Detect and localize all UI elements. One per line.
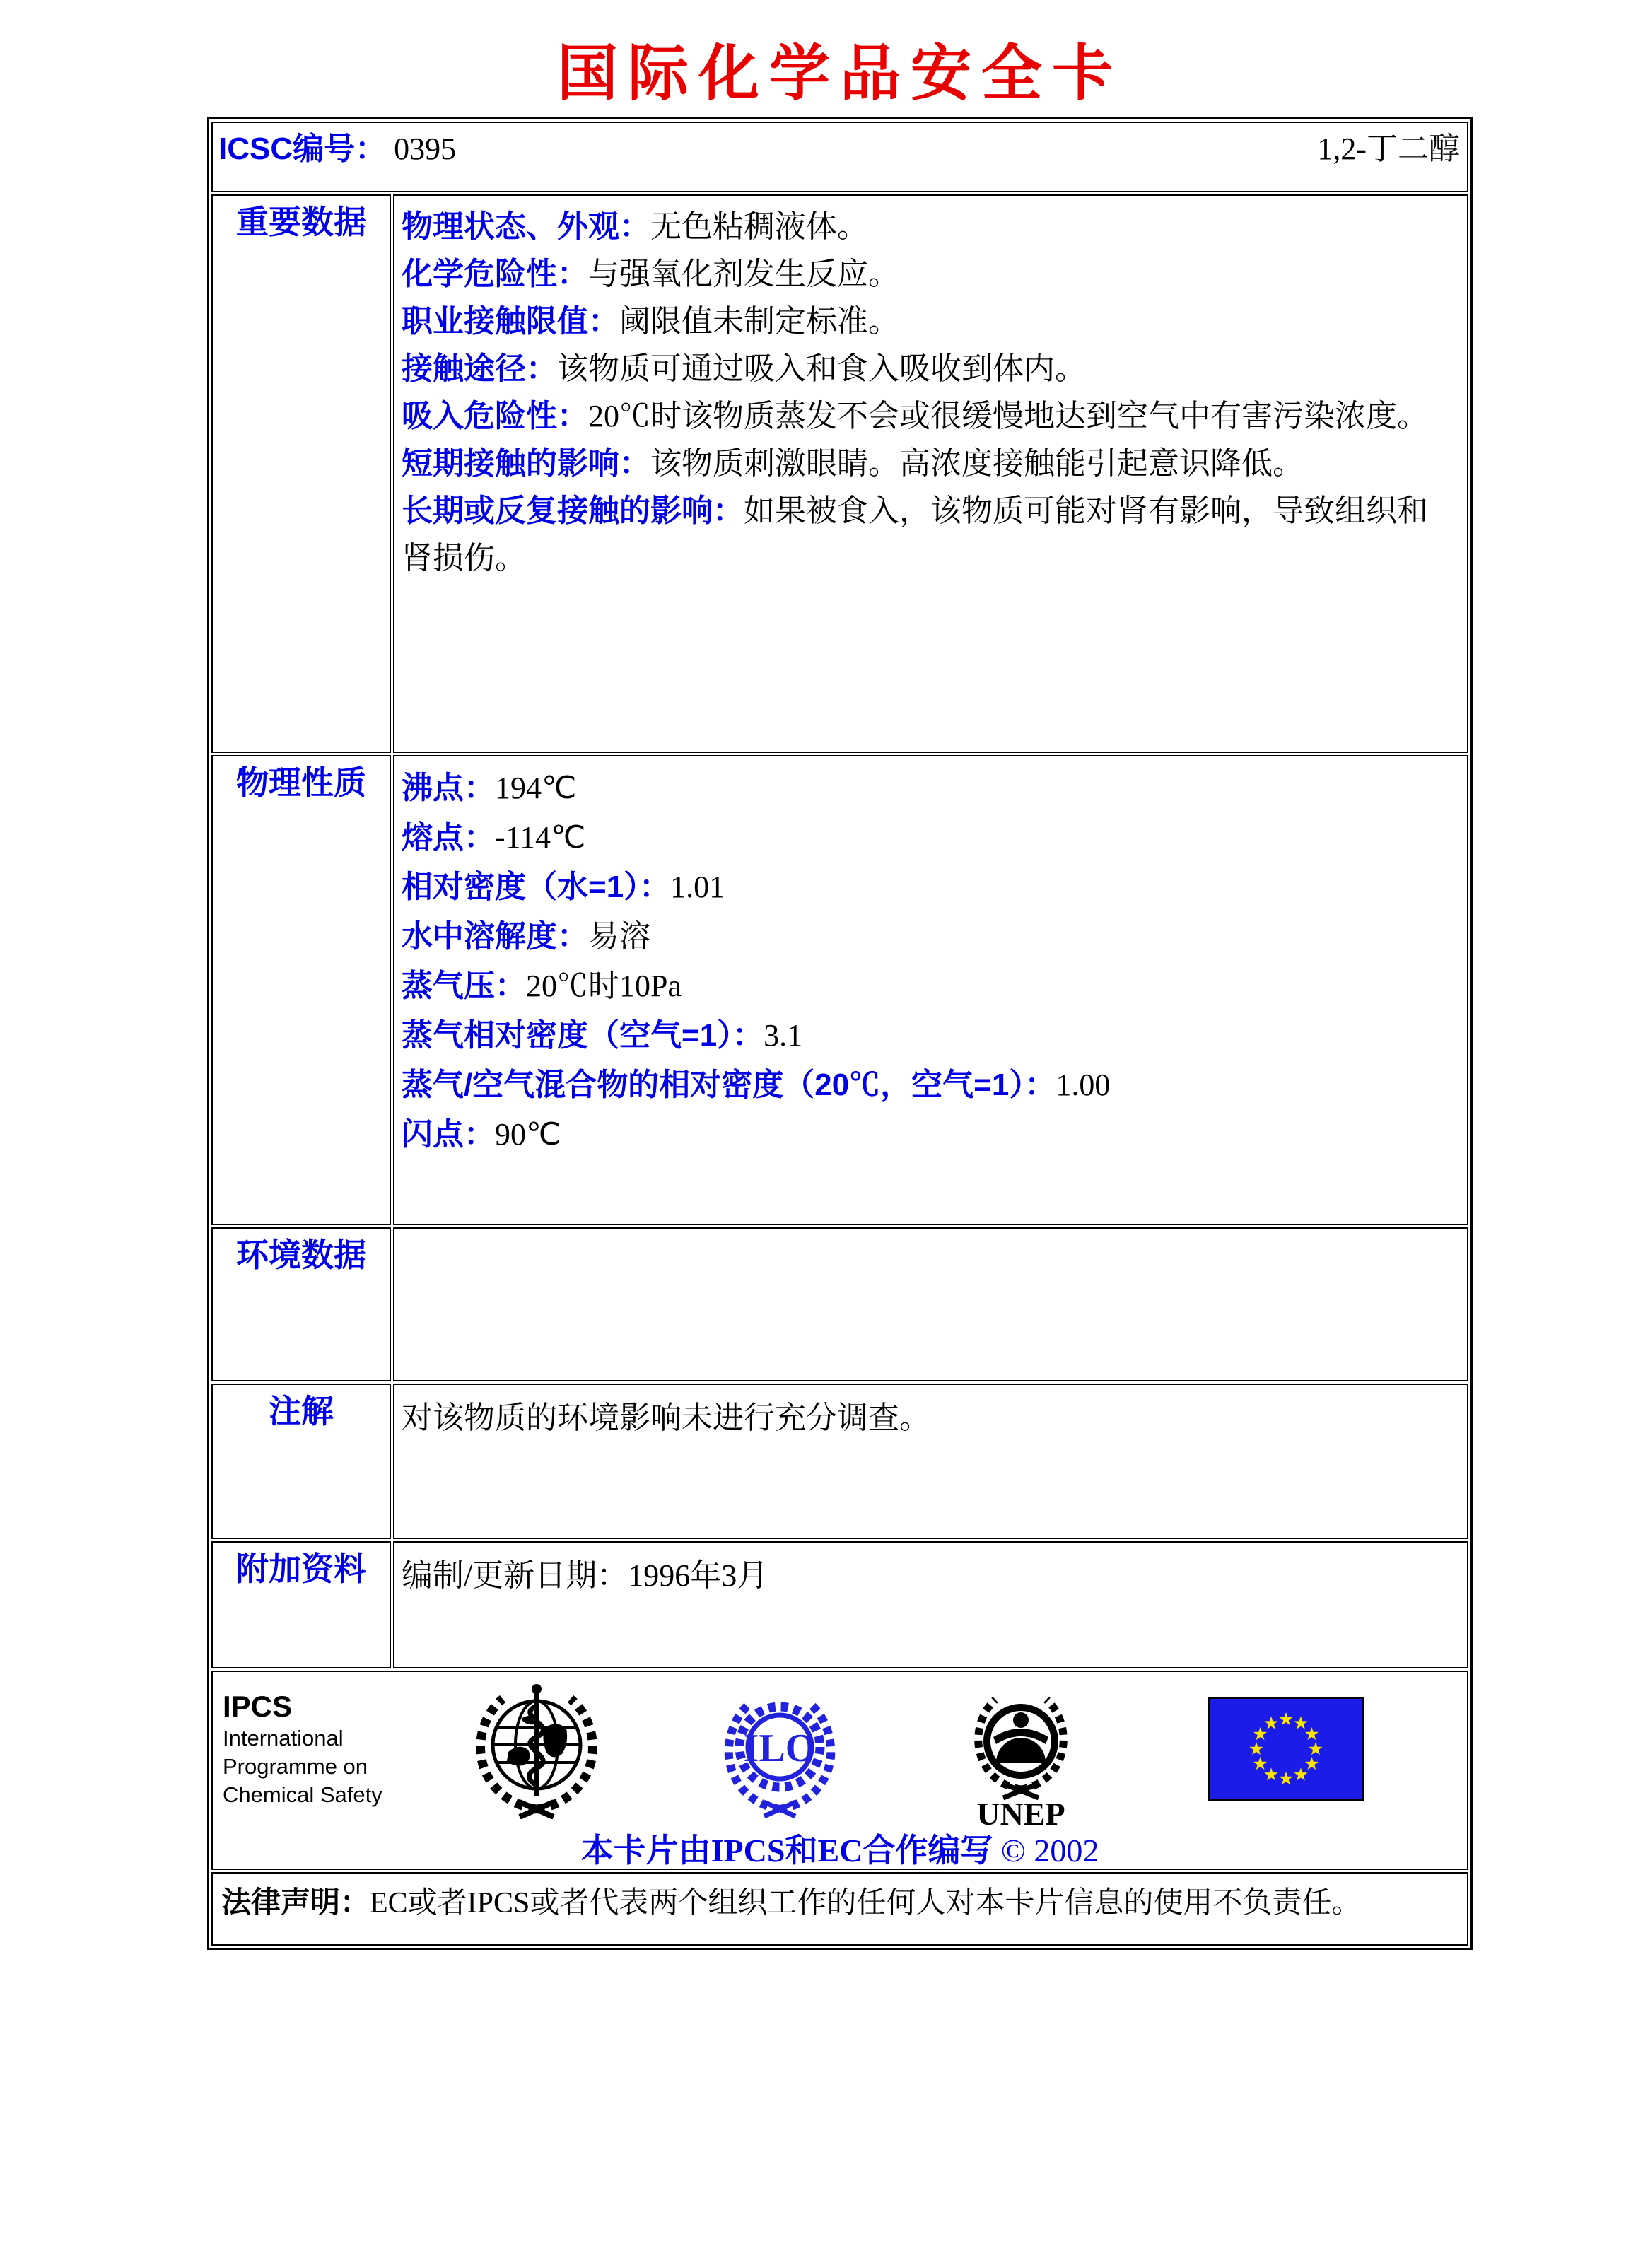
line-melting-point bbox=[402, 813, 1454, 863]
who-logo-icon bbox=[466, 1678, 607, 1819]
section-content-notes bbox=[393, 1384, 1468, 1539]
section-row-important-data bbox=[211, 194, 1468, 753]
legal-row bbox=[211, 1872, 1468, 1946]
ipcs-acronym: IPCS bbox=[223, 1690, 293, 1723]
field-label: 职业接触限值： bbox=[402, 304, 619, 339]
field-value: 该物质可通过吸入和食入吸收到体内。 bbox=[557, 351, 1086, 386]
field-label: 长期或反复接触的影响： bbox=[402, 493, 744, 528]
header-row bbox=[211, 122, 1468, 192]
section-content-environmental-data bbox=[393, 1227, 1468, 1381]
unep-logo-icon bbox=[961, 1676, 1081, 1830]
section-row-physical-properties bbox=[211, 755, 1468, 1225]
section-content-physical-properties bbox=[393, 755, 1468, 1225]
ilo-letters: ILO bbox=[743, 1726, 817, 1770]
field-label: 接触途径： bbox=[402, 351, 557, 386]
legal-cell bbox=[211, 1872, 1468, 1946]
field-value: -114℃ bbox=[495, 820, 586, 855]
eu-flag-icon bbox=[1208, 1697, 1364, 1801]
section-content-important-data bbox=[393, 194, 1468, 753]
line-water-solubility bbox=[402, 912, 1454, 961]
header-cell bbox=[211, 122, 1468, 192]
field-value: 1.00 bbox=[1056, 1068, 1111, 1102]
logos-cell bbox=[211, 1671, 1468, 1870]
legal-label: 法律声明： bbox=[221, 1886, 370, 1919]
field-label: 水中溶解度： bbox=[402, 919, 588, 954]
section-label-additional-info: 附加资料 bbox=[211, 1541, 391, 1668]
field-value: 阈限值未制定标准。 bbox=[619, 304, 899, 339]
field-value: 20℃时该物质蒸发不会或很缓慢地达到空气中有害污染浓度。 bbox=[588, 399, 1428, 433]
field-label: 短期接触的影响： bbox=[402, 446, 650, 481]
section-label-environmental-data: 环境数据 bbox=[211, 1227, 391, 1381]
ilo-logo-icon bbox=[716, 1683, 843, 1818]
field-label: 吸入危险性： bbox=[402, 399, 588, 433]
field-value: 如果被食入，该物质可能对肾有影响，导致组织和肾损伤。 bbox=[402, 493, 1428, 575]
line-short-term-effects bbox=[402, 440, 1454, 487]
field-value: 194℃ bbox=[495, 771, 577, 805]
notes-text: 对该物质的环境影响未进行充分调查。 bbox=[402, 1401, 930, 1435]
field-label: 熔点： bbox=[402, 820, 495, 855]
line-relative-density bbox=[402, 863, 1454, 912]
field-value: 3.1 bbox=[764, 1018, 803, 1053]
line-vapor-pressure bbox=[402, 961, 1454, 1011]
section-row-notes bbox=[211, 1384, 1468, 1539]
field-value: 90℃ bbox=[495, 1117, 561, 1152]
field-label: 物理状态、外观： bbox=[402, 209, 650, 244]
section-label-physical-properties: 物理性质 bbox=[211, 755, 391, 1225]
field-value: 20℃时10Pa bbox=[526, 969, 682, 1003]
section-label-important-data: 重要数据 bbox=[211, 194, 391, 753]
field-value: 与强氧化剂发生反应。 bbox=[588, 257, 899, 291]
copyright-text: © 2002 bbox=[1000, 1832, 1099, 1869]
logos-row bbox=[211, 1671, 1468, 1870]
field-label: 闪点： bbox=[402, 1117, 495, 1152]
icsc-number-group bbox=[218, 123, 456, 168]
field-value: 该物质刺激眼睛。高浓度接触能引起意识降低。 bbox=[650, 446, 1304, 481]
line-vapor-relative-density bbox=[402, 1011, 1454, 1060]
ipcs-line-3: Chemical Safety bbox=[223, 1782, 382, 1807]
cooperation-caption-text: 本卡片由IPCS和EC合作编写 bbox=[580, 1832, 993, 1869]
field-label: 沸点： bbox=[402, 771, 495, 805]
icsc-number-label: ICSC编号： bbox=[218, 131, 387, 166]
icsc-card-table bbox=[207, 117, 1473, 1950]
field-value: 无色粘稠液体。 bbox=[650, 209, 868, 244]
line-long-term-effects bbox=[402, 487, 1454, 582]
section-content-additional-info bbox=[393, 1541, 1468, 1668]
line-flash-point bbox=[402, 1110, 1454, 1159]
line-exposure-routes bbox=[402, 345, 1454, 392]
field-label: 相对密度（水=1）： bbox=[402, 870, 671, 904]
additional-info-text: 编制/更新日期：1996年3月 bbox=[402, 1558, 768, 1593]
field-label: 蒸气压： bbox=[402, 969, 526, 1003]
ipcs-text-block bbox=[223, 1689, 382, 1809]
legal-text: EC或者IPCS或者代表两个组织工作的任何人对本卡片信息的使用不负责任。 bbox=[370, 1887, 1362, 1919]
field-label: 蒸气相对密度（空气=1）： bbox=[402, 1018, 764, 1053]
section-label-notes: 注解 bbox=[211, 1384, 391, 1539]
field-label: 化学危险性： bbox=[402, 257, 588, 291]
ipcs-line-2: Programme on bbox=[223, 1754, 368, 1779]
cooperation-caption bbox=[213, 1825, 1467, 1871]
section-row-environmental-data bbox=[211, 1227, 1468, 1381]
field-label: 蒸气/空气混合物的相对密度（20℃，空气=1）： bbox=[402, 1068, 1056, 1102]
line-occupational-limit bbox=[402, 298, 1454, 345]
field-value: 1.01 bbox=[670, 870, 725, 904]
line-physical-state bbox=[402, 203, 1454, 250]
icsc-number-value: 0395 bbox=[394, 131, 457, 166]
page-title: 国际化学品安全卡 bbox=[557, 40, 1123, 107]
chemical-name: 1,2-丁二醇 bbox=[1317, 131, 1460, 166]
line-boiling-point bbox=[402, 764, 1454, 813]
line-vapor-air-mixture-density bbox=[402, 1060, 1454, 1110]
unep-letters: UNEP bbox=[976, 1796, 1065, 1830]
field-value: 易溶 bbox=[588, 919, 650, 954]
line-chemical-danger bbox=[402, 250, 1454, 298]
ipcs-line-1: International bbox=[223, 1726, 344, 1750]
line-inhalation-risk bbox=[402, 392, 1454, 440]
icsc-card bbox=[207, 117, 1473, 1950]
section-row-additional-info bbox=[211, 1541, 1468, 1668]
